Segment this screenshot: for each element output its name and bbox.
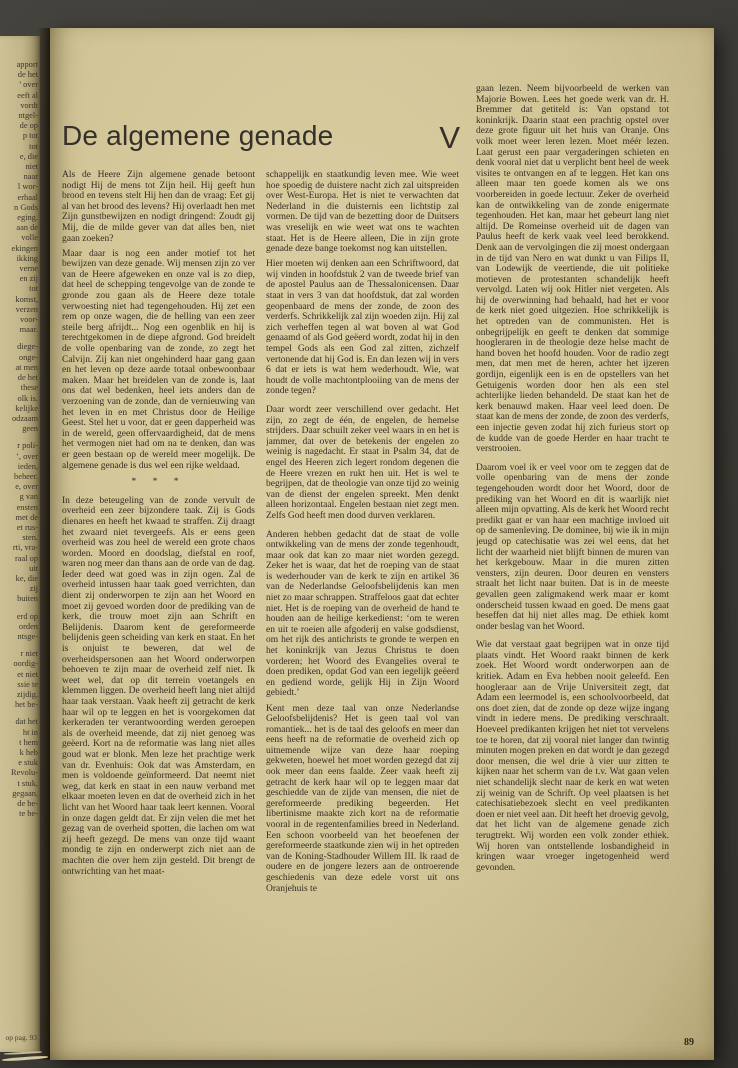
edge-text-fragment: l wor- [17, 182, 38, 192]
edge-text-fragment: kelijke [15, 403, 38, 413]
edge-text-fragment: vordt [20, 100, 38, 110]
article-paragraph: Maar daar is nog een ander motief tot het bewijzen van deze genade. Wij mensen zijn zo ver van de Heere afgeweken en onze val is zo diep, dat heel de schepping tengevolge van de zonde te gronde zou gaan als de Heere deze totale verwoesting niet had tegengehouden. Hij zet een rem op onze wagen, die de helling van een zeer steile berg afrijdt... Nog een ogenblik en hij is terechtgekomen in de diepe afgrond. God breidelt de volle openbaring van de zonde, zo zegt het Calvijn. Zij kan niet ongehinderd haar gang gaan en het leven op deze aarde totaal onbewoonbaar maken. Maar het breidelen van de zonde is, laat ons dat wel bedenken, heel iets anders dan de verzoening van de zonde, dan de vernieuwing van het leven in en met Christus door de Heilige Geest. Stel het u voor, dat er geen dapperheid was in de wereld, geen offervaardigheid, dat de mens het vermogen niet had om na te denken, dan was er geen bestaan op de wereld meer mogelijk. De algemene genade is dus wel een rijke weldaad. [62, 248, 255, 471]
article-paragraph: Wie dat verstaat gaat begrijpen wat in onze tijd plaats vindt. Het Woord raakt binnen de kerk zoek. Het Woord wordt onderworpen aan de kritiek. Adam en Eva hebben nooit geleefd. Een hoogleraar aan de Vrije Universiteit zegt, dat Adam een leermodel is, een schoolvoorbeeld, dat ons doet zien, dat de zonde op deze wijze ingang vindt in iedere mens. De prediking verschraalt. Hoeveel predikanten krijgen het niet tot vervelens toe te horen, dat zij vooral niet langer dan twintig minuten mogen preken en dat wordt je dan gezegd door mensen, die wel drie à vier uur zitten te kijken naar het scherm van de t.v. Wat gaan velen niet schandelijk slecht naar de kerk en wat weten zij weinig van de Schrift. Op veel plaatsen is het catechisatiebezoek slecht en veel predikanten doen er niet veel aan. Dit heeft het droevig gevolg, dat het licht van de algemene genade zich terugtrekt. Wij worden een volk zonder ethiek. Wij horen van ontstellende losbandigheid in kringen waar vroeger ingetogenheid werd gevonden. [476, 640, 669, 873]
article-paragraph: Als de Heere Zijn algemene genade betoont nodigt Hij de mens tot Zijn heil. Hij geeft hun brood en tevens stelt Hij hen dan de vraag: Eet gij al van het brood des levens? Hij overlaadt hen met Zijn gunstbewijzen en nodigt dringend: Zoudt gij Mij, die de milde gever van dat alles ben, niet gaan zoeken? [62, 170, 255, 244]
edge-text-fragment: naar [23, 172, 38, 182]
article-paragraph: gaan lezen. Neem bijvoorbeeld de werken van Majorie Bowen. Lees het goede werk van dr. H. Bremmer dat getiteld is: Van opstand tot koninkrijk. Daarin staat een prachtig opstel over deze grote figuur uit het huis van Oranje. Ons volk moet weer leren lezen. Moet méér lezen. Laat gerust een paar vergaderingen schieten en denk vooral niet dat u verplicht bent heel de week visites te ontvangen en af te leggen. Het kan ons alleen maar ten goede komen als we ons voorbereiden in goede lectuur. Zeker de overheid kan de ontwikkeling van de zonde enigermate tegenhouden. Het kan, maar het gebeurt lang niet altijd. De Romeinse overheid uit de dagen van Paulus heeft de kerk vaak veel leed berokkend. Denk aan de vervolgingen die zij moest ondergaan in de tijd van Nero en wat dunkt u van Filips II, van Lodewijk de veertiende, die uit politieke motieven de protestanten schandelijk heeft vervolgd. Laten wij ook Hitler niet vergeten. Als hij de overwinning had behaald, had het er voor de kerk niet goed uitgezien. Hoe schrikkelijk is het optreden van de communisten. Het is onbegrijpelijk en geeft te denken dat sommige hoogleraren in de theologie deze helse macht de hand boven het hoofd houden. Voor de radio zegt men, dat men met de heren, achter het ijzeren gordijn, eigenlijk een is en de opstellers van het Getuigenis worden door hen als een stel achterlijke lieden behandeld. De staat kan het de kerk benauwd maken. Haar veel leed doen. De staat kan de mens der zonde, de zoon des verderfs, een injectie geven zodat hij zich furieus stort op de kudde van de goede Herder en haar tracht te verstrooien. [476, 84, 669, 455]
edge-text-fragment: te be- [19, 809, 38, 819]
edge-text-fragment: tot [29, 141, 38, 151]
edge-text-fragment: verne [19, 264, 38, 274]
title-row [62, 122, 460, 153]
section-separator: * * * [131, 477, 186, 488]
edge-text-fragment: these [20, 383, 38, 393]
article-paragraph: Anderen hebben gedacht dat de staat de volle ontwikkeling van de mens der zonde tegenhoudt, maar ook dat kan zo maar niet worden gezegd. Zeker het is waar, dat het de roeping van de staat is wederhouder van de kerk te zijn en artikel 36 van de Nederlandse Geloofsbelijdenis kan men niet zo maar schrappen. Straffeloos gaat dat echter niet. Het is de roeping van de overheid de hand te houden aan de heilige kerkedienst: ‘om te weren en uit te roeien alle afgoderij en valse godsdienst, om het rijk des antichrists te gronde te werpen en het koninkrijk van Jezus Christus te doen vorderen; het Woord des Evangelies overal te doen prediken, opdat God van een iegelijk geëerd en gediend worde, gelijk Hij in Zijn Woord gebiedt.’ [266, 529, 459, 699]
edge-text-fragment: k heb [19, 748, 38, 757]
edge-text-fragment: buiten [17, 594, 38, 604]
article-column-3 [476, 84, 669, 1048]
edge-text-fragment: olk is. [17, 393, 38, 403]
edge-text-fragment: en zij [19, 274, 38, 284]
edge-text-fragment: niet [25, 162, 38, 172]
edge-text-fragment: tot [29, 284, 38, 294]
edge-text-fragment: aan de [16, 223, 38, 233]
edge-text-fragment: sten. [22, 533, 38, 543]
edge-text-fragment: ieden, [17, 461, 38, 471]
edge-text-fragment: ikking [16, 253, 38, 263]
edge-text-fragment: ’ over [18, 80, 38, 90]
edge-text-fragment: volle [21, 233, 38, 243]
page-number: 89 [684, 1037, 694, 1048]
edge-text-fragment: met de [15, 512, 38, 522]
edge-text-gap [0, 710, 38, 717]
edge-text-fragment: uit [29, 563, 38, 573]
edge-text-fragment: e, over [15, 482, 38, 492]
edge-text-fragment: eeft al [17, 90, 38, 100]
article-paragraph: schappelijk en staatkundig leven mee. Wie weet hoe spoedig de duistere nacht zich zal uitspreiden over West-Europa. Het is niet te verwachten dat Nederland in die duisternis een lichtstip zal vormen. De tijd van de bezetting door de Duitsers was vreselijk en wie weet wat ons te wachten staat. Het is de Heere alleen, Die in zijn grote genade deze bange toekomst nog kan uitstellen. [266, 170, 459, 255]
edge-text-fragment: de be- [17, 799, 38, 809]
magazine-page [50, 28, 714, 1060]
article-column-2 [266, 170, 459, 1048]
edge-text-fragment: apport [16, 60, 38, 69]
edge-text-fragment: Revolu- [11, 768, 38, 778]
edge-text-fragment: g van [19, 492, 38, 502]
edge-text-fragment: ekingen [11, 243, 38, 253]
edge-text-fragment: maar. [19, 325, 38, 335]
edge-text-fragment: voor- [20, 315, 38, 325]
article-paragraph: Daarom voel ik er veel voor om te zeggen dat de volle openbaring van de mens der zonde tegengehouden wordt door het Woord, door de prediking van het Woord en dit is waarlijk niet alleen mijn opvatting. Als de kerk het Woord recht predikt gaat er van haar een machtige invloed uit op de samenleving. De dominee, bij wie ik in mijn jeugd op catechisatie was zei wel eens, dat het licht der waarheid niet blijft binnen de muren van het kerkgebouw. Maar in die muren zitten vensters, zijn deuren. Door deuren en vensters straalt het licht naar buiten. Dat is in de meeste gevallen geen zaligmakend werk maar er komt onderscheid tussen kwaad en goed. De mens gaat beseffen dat hij niet alles mag. De ethiek komt onder beslag van het Woord. [476, 462, 669, 632]
left-page-fragments [0, 60, 38, 1010]
edge-text-fragment: de het [17, 70, 38, 80]
edge-text-gap [0, 605, 38, 612]
edge-text-fragment: komst, [15, 294, 38, 304]
article-paragraph: Hier moeten wij denken aan een Schriftwoord, dat wij vinden in hoofdstuk 2 van de tweede brief van de apostel Paulus aan de Thessalonicensen. Daar staat in vers 3 van dat hoofdstuk, dat zal worden geopenbaard de mens der zonde, de zoon des verderfs. Schrikkelijk zal zijn woeden zijn. Hij zal zich verheffen tegen al wat boven al wat God genaamd of als God geëerd wordt, zodat hij in den tempel Gods als een God zal zitten, zichzelf vertonende dat hij God is. En dan lezen wij in vers 6 dat er iets is wat hem wederhoudt. Wie, wat houdt de volle machtontplooiing van de mens der zonde tegen? [266, 259, 459, 397]
edge-text-fragment: zij [29, 584, 38, 594]
edge-text-fragment: t stuk, [17, 778, 38, 788]
edge-text-fragment: geen [22, 424, 38, 434]
edge-text-fragment: erhaal [17, 192, 38, 202]
edge-text-fragment: r poli- [17, 441, 38, 451]
edge-text-fragment: e stuk [18, 758, 38, 768]
edge-text-fragment: r niet [20, 649, 38, 659]
edge-text-fragment: ht in [22, 727, 38, 737]
edge-text-fragment: eging. [17, 213, 38, 223]
article-paragraph: Daar wordt zeer verschillend over gedacht. Het zijn, zo zegt de één, de engelen, de hemelse strijders. Daar schuilt zeker veel waars in en het is jammer, dat over de betekenis der engelen zo weinig is nagedacht. Er staat in Psalm 34, dat de engel des Heeren zich legert rondom degenen die de Heere vrezen en rukt hen uit. Het is wel te begrijpen, dat de theologie van onze tijd zo weinig van de dienst der engelen spreekt. Men denkt alleen horizontaal. Engelen bestaan niet zegt men. Zelfs God heeft men dood durven verklaren. [266, 404, 459, 521]
edge-text-fragment: beheer. [14, 471, 38, 481]
article-paragraph: Kent men deze taal van onze Nederlandse Geloofsbelijdenis? Het is geen taal vol van romantiek... het is de taal des geloofs en meer dan eens heeft na de reformatie de overheid zich op uitnemende wijze van deze haar roeping gekweten, hoewel het moet worden gezegd dat zij ook meer dan eens faalde. Zeer vaak heeft zij getracht de kerk haar wil op te leggen maar dat geschiedde van de zijde van mensen, die niet de gereformeerde prediking begeerden. Het libertinisme maakte zich kort na de reformatie vooral in de regentenfamilies breed in Nederland. Een schoon voorbeeld van het beoefenen der gereformeerde staatkunde zien wij in het optreden van de Koning-Stadhouder Willem III. Ik raad de oudere en de jongere lezers aan de ontroerende geschiedenis van deze edele vorst uit ons Oranjehuis te [266, 703, 459, 894]
edge-text-fragment: dat het [15, 717, 38, 727]
edge-text-fragment: odzaam [11, 413, 38, 423]
edge-text-fragment: gegaan, [12, 788, 38, 798]
left-page-footer-note: op pag. 93 [5, 1033, 37, 1042]
edge-text-fragment: at men [15, 362, 38, 372]
edge-text-fragment: de het [17, 373, 38, 383]
edge-text-fragment: erd op [16, 611, 38, 621]
edge-text-fragment: e, die [19, 151, 38, 161]
edge-text-gap [0, 434, 38, 441]
edge-text-fragment: ensten [16, 502, 38, 512]
edge-text-fragment: de op [19, 121, 38, 131]
edge-text-fragment: et rus- [16, 522, 38, 532]
left-page-edge [0, 36, 40, 1052]
article-paragraph: In deze beteugeling van de zonde vervult de overheid een zeer bijzondere taak. Zij is Gods dienares en heeft het kwaad te straffen. Zij draagt het zwaard niet tevergeefs. Als er eens geen overheid was zou heel de wereld een grote chaos worden. Moord en doodslag, diefstal en roof, waren nog meer dan thans aan de orde van de dag. Ieder deed wat goed was in zijn ogen. Zal de overheid intussen haar taak goed verrichten, dan dient zij onderworpen te zijn aan het Woord en moet zij gevoed worden door de prediking van de kerk, die trouw moet zijn aan Schrift en Belijdenis. Daarom kent de gereformeerde belijdenis geen scheiding van kerk en staat. En het is onjuist te beweren, dat wel de overheidspersonen aan het Woord onderworpen behoeven te zijn maar de overheid zelf niet. Ik weet wel, dat op dit terrein voetangels en klemmen liggen. De overheid heeft lang niet altijd haar taak verstaan. Vaak heeft zij getracht de kerk haar wil op te leggen en het is voorgekomen dat kerkeraden ter verantwoording werden geroepen als de overheid meende, dat zij niet genoeg was geëerd. Kort na de reformatie was lang niet alles goud wat er blonk. Men leze het prachtige werk van dr. Evenhuis: Ook dat was Amsterdam, en men is voldoende geïnformeerd. Dat neemt niet weg, dat kerk en staat in een nauw verband met elkaar moeten leven en dat de overheid zich in het licht van het Woord haar taak leert kennen. Vooral in onze dagen geldt dat. Er zijn velen die met het gezag van de overheid spotten, die lachen om wat zij heeft gezegd. De mens van onze tijd waant mondig te zijn en onderwerpt zich niet aan de machten die over hem zijn gesteld. Dit brengt de ontwrichting van het maat- [62, 495, 255, 877]
edge-text-gap [0, 335, 38, 342]
edge-text-fragment: verzen [15, 304, 38, 314]
edge-text-fragment: rti, vra- [12, 543, 38, 553]
edge-text-fragment: ntgel- [18, 111, 38, 121]
edge-text-fragment: ke, die [15, 573, 38, 583]
edge-text-fragment: onge- [18, 352, 38, 362]
article-column-1 [62, 170, 255, 1048]
edge-text-fragment: zijdig. [16, 689, 38, 699]
edge-text-fragment: ssie te [17, 679, 38, 689]
edge-text-fragment: het be- [14, 700, 38, 710]
chapter-numeral: V [439, 120, 460, 155]
edge-text-fragment: n Gods [14, 202, 38, 212]
edge-text-gap [0, 642, 38, 649]
page-stack-edge [2, 1055, 48, 1061]
edge-text-fragment: orden [18, 621, 38, 631]
edge-text-fragment: ntsge- [17, 631, 38, 641]
edge-text-fragment: oordig- [13, 659, 38, 669]
edge-text-fragment: raal op [14, 553, 38, 563]
edge-text-fragment: diege- [17, 342, 38, 352]
edge-text-fragment: p tot [22, 131, 38, 141]
edge-text-fragment: t hem [19, 737, 38, 747]
edge-text-fragment: ’, over [16, 451, 38, 461]
edge-text-fragment: et niet [17, 669, 38, 679]
article-title: De algemene genade [62, 120, 334, 151]
